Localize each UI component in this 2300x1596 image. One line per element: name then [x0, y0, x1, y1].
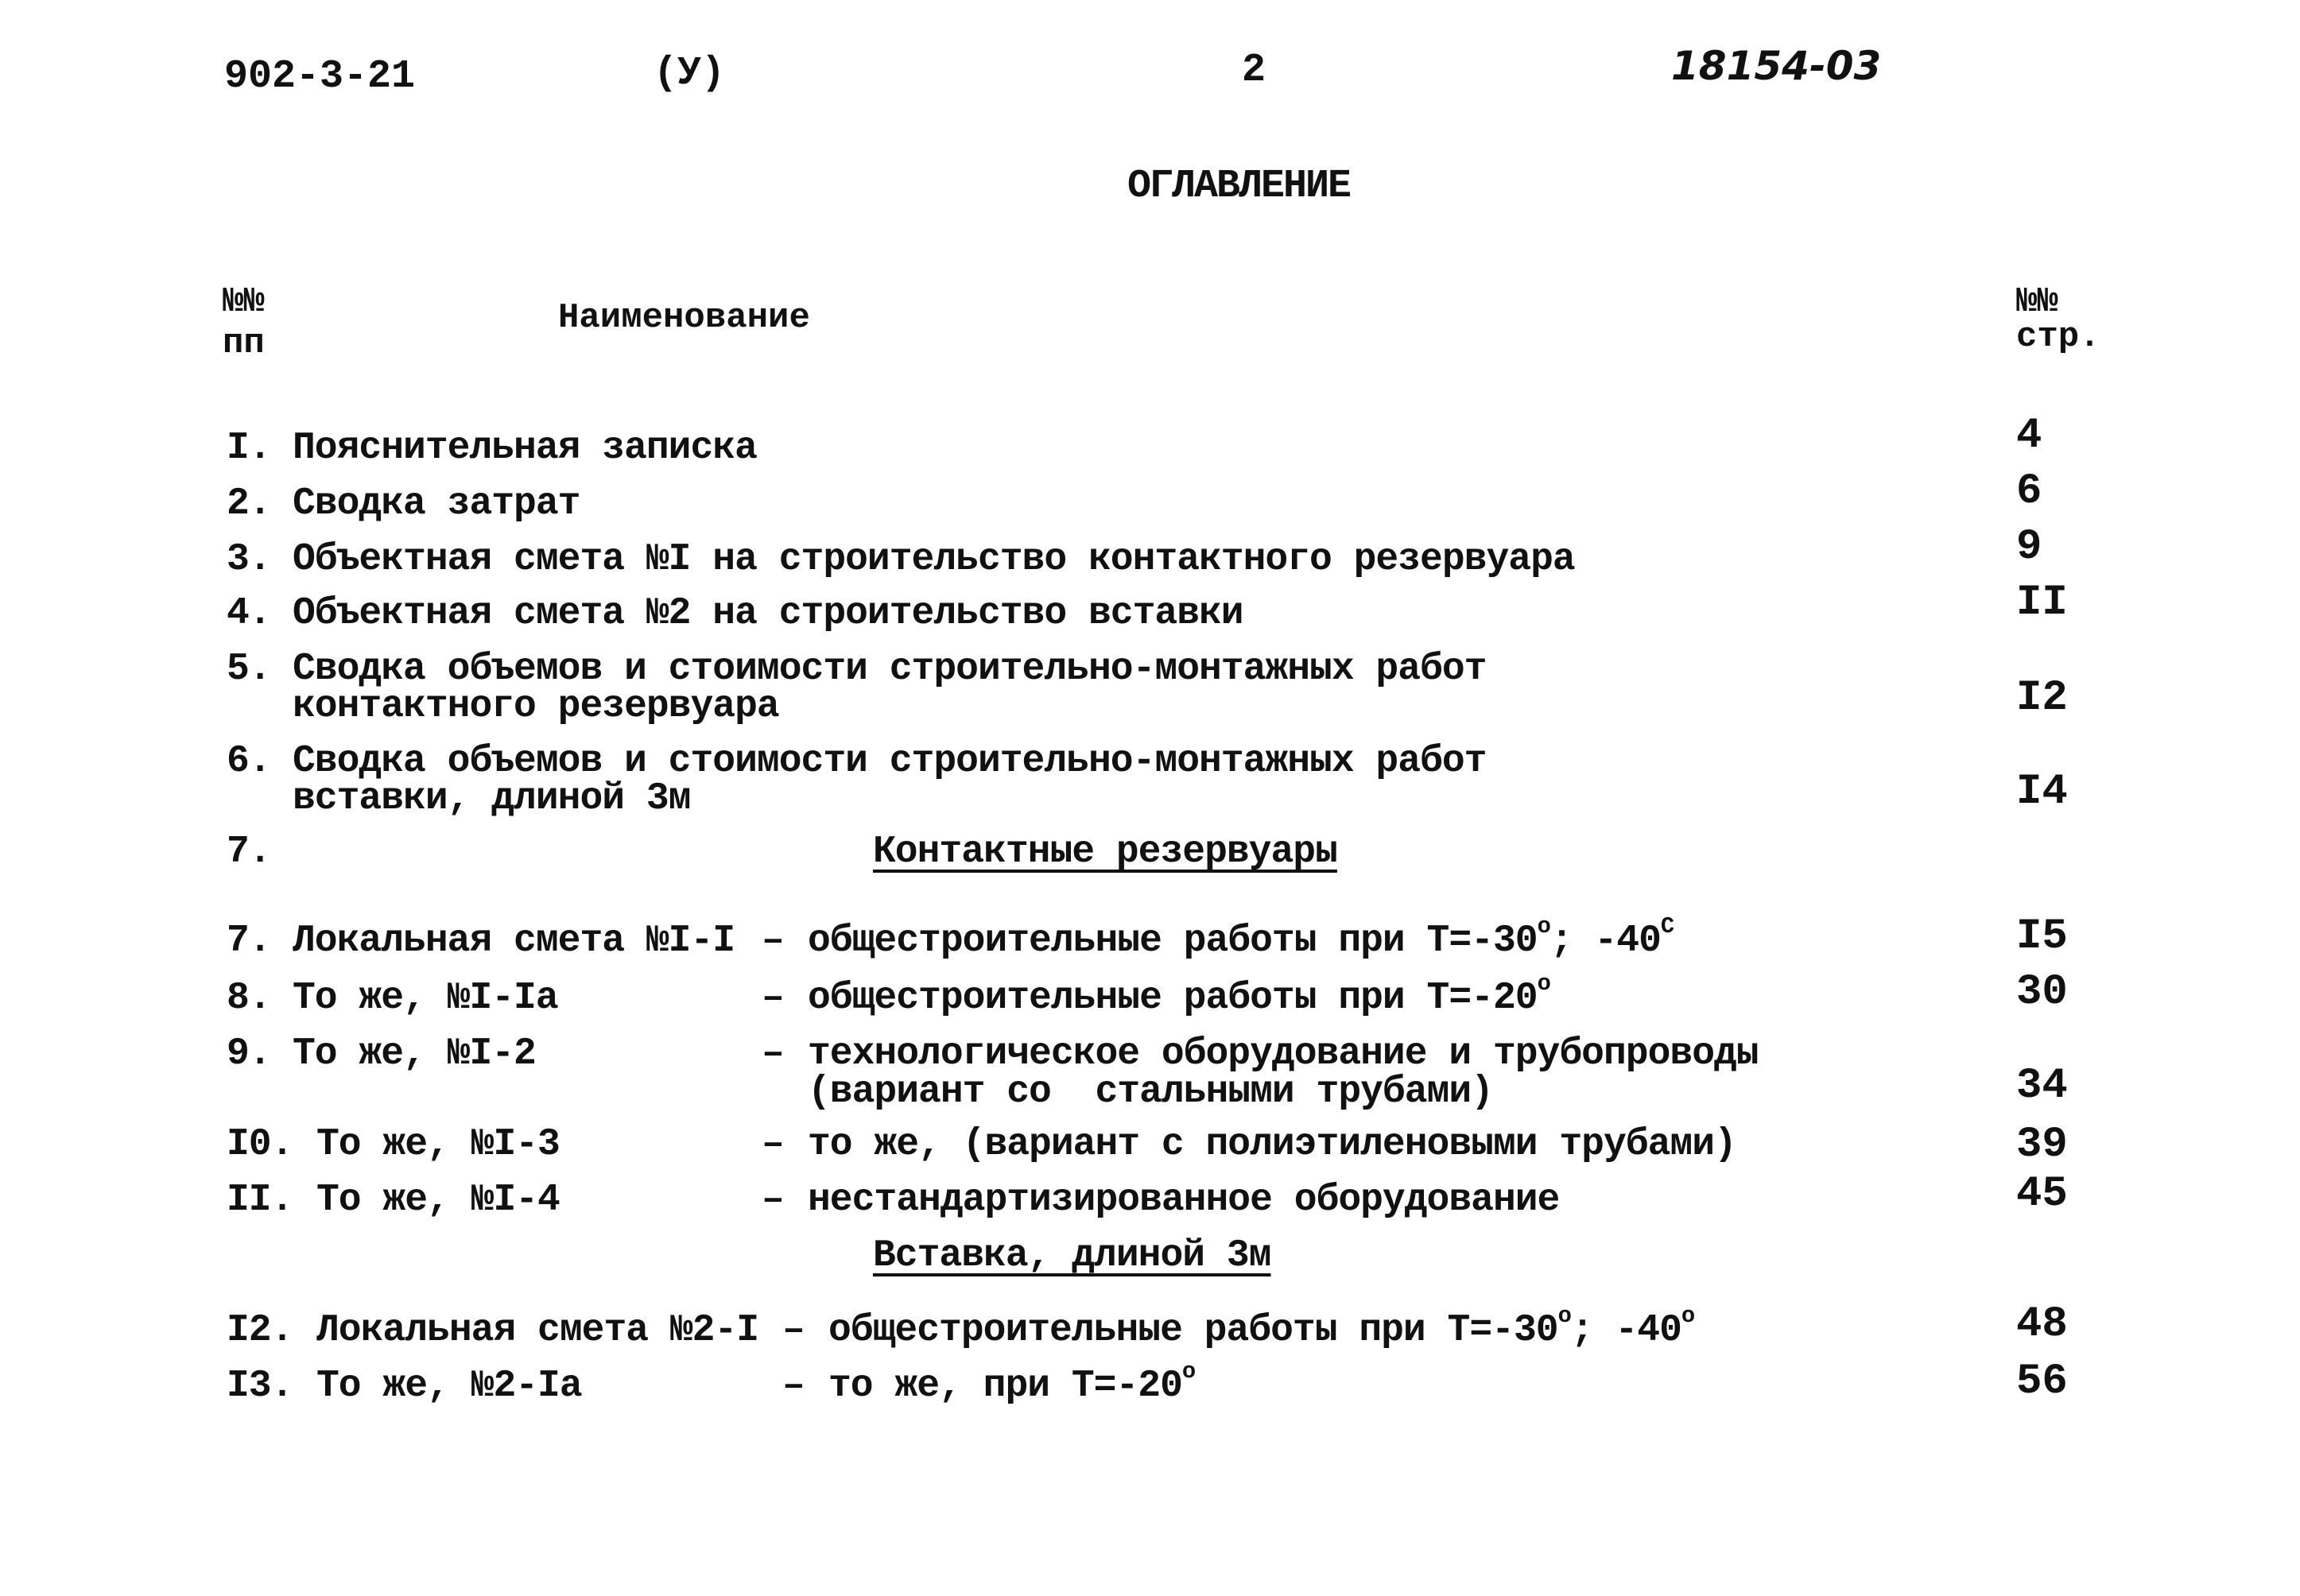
- row-description-cont: (вариант со стальными трубами): [808, 1071, 1493, 1114]
- row-ref: Локальная смета №2-I: [316, 1309, 759, 1352]
- row-ref: Локальная смета №I-I: [293, 920, 735, 963]
- row-dash: –: [762, 1123, 784, 1166]
- row-page: 56: [2016, 1358, 2068, 1406]
- row-dash: –: [762, 977, 784, 1020]
- doc-code: 902-3-21: [224, 54, 416, 99]
- row-ref: То же, №I-2: [293, 1032, 536, 1075]
- doc-mark: (У): [654, 51, 726, 96]
- row-number: 9.: [227, 1032, 271, 1075]
- row-page: I5: [2016, 912, 2068, 961]
- row-title: Сводка затрат: [293, 482, 580, 525]
- row-page: 30: [2016, 968, 2068, 1017]
- section-title-contact-reservoirs: Контактные резервуары: [873, 831, 1337, 874]
- row-dash: –: [762, 920, 784, 963]
- col-num-line2: пп: [223, 323, 265, 363]
- row-page: 4: [2016, 412, 2042, 460]
- row-title: Объектная смета №2 на строительство вставки: [293, 592, 1243, 635]
- row-description: общестроительные работы при $Т=-20^о$: [808, 970, 1550, 1020]
- row-description: общестроительные работы при $Т=-30^о$; $-40^о$: [828, 1302, 1695, 1352]
- row-page: 9: [2016, 523, 2042, 571]
- row-number: I2.: [227, 1309, 293, 1352]
- row-page: 45: [2016, 1170, 2068, 1218]
- row-page: 48: [2016, 1300, 2068, 1349]
- row-ref: То же, №I-3: [316, 1123, 560, 1166]
- row-page: 6: [2016, 467, 2042, 516]
- row-title: Сводка объемов и стоимости строительно-монтажных работ: [293, 648, 1487, 691]
- row-number: 8.: [227, 977, 271, 1020]
- row-number: 6.: [227, 740, 271, 783]
- row-number: I.: [227, 427, 271, 470]
- row-page: II: [2016, 579, 2068, 627]
- row-number: 2.: [227, 482, 271, 525]
- row-ref: То же, №I-4: [316, 1179, 560, 1222]
- page-title: ОГЛАВЛЕНИЕ: [1127, 164, 1351, 209]
- row-ref: То же, №I-Iа: [293, 977, 558, 1020]
- row-description: то же, (вариант с полиэтиленовыми трубами): [808, 1123, 1736, 1166]
- row-description: общестроительные работы при $Т=-30^о$; $-40^С$: [808, 912, 1674, 963]
- section-title-insert: Вставка, длиной 3м: [873, 1234, 1271, 1277]
- row-dash: –: [782, 1365, 805, 1408]
- inventory-number: 18154-03: [1671, 43, 1882, 89]
- row-page: I4: [2016, 768, 2068, 816]
- row-title-cont: контактного резервуара: [293, 685, 779, 728]
- row-page: 39: [2016, 1121, 2068, 1169]
- row-dash: –: [762, 1179, 784, 1222]
- row-description: нестандартизированное оборудование: [808, 1179, 1560, 1222]
- row-number: 7.: [227, 920, 271, 963]
- row-number: 4.: [227, 592, 271, 635]
- page-number: 2: [1242, 48, 1266, 93]
- row-number: 3.: [227, 538, 271, 581]
- row-page: I2: [2016, 674, 2068, 722]
- row-ref: То же, №2-Iа: [316, 1365, 582, 1408]
- row-number: II.: [227, 1179, 293, 1222]
- row-number: I0.: [227, 1123, 293, 1166]
- col-page-line2: стр.: [2016, 317, 2100, 357]
- row-description: то же, при $Т=-20^о$: [828, 1358, 1196, 1408]
- row-dash: –: [782, 1309, 805, 1352]
- row-page: 34: [2016, 1062, 2068, 1110]
- col-name-header: Наименование: [558, 298, 810, 338]
- row-dash: –: [762, 1032, 784, 1075]
- row-title: Сводка объемов и стоимости строительно-монтажных работ: [293, 740, 1487, 783]
- row-number: I3.: [227, 1365, 293, 1408]
- row-number: 5.: [227, 648, 271, 691]
- section-number: 7.: [227, 831, 271, 874]
- row-description: технологическое оборудование и трубопроводы: [808, 1032, 1759, 1075]
- col-num-line1: №№: [223, 282, 265, 322]
- row-title: Пояснительная записка: [293, 427, 757, 470]
- row-title-cont: вставки, длиной 3м: [293, 777, 691, 820]
- row-title: Объектная смета №I на строительство контактного резервуара: [293, 538, 1575, 581]
- col-page-line1: №№: [2016, 282, 2058, 322]
